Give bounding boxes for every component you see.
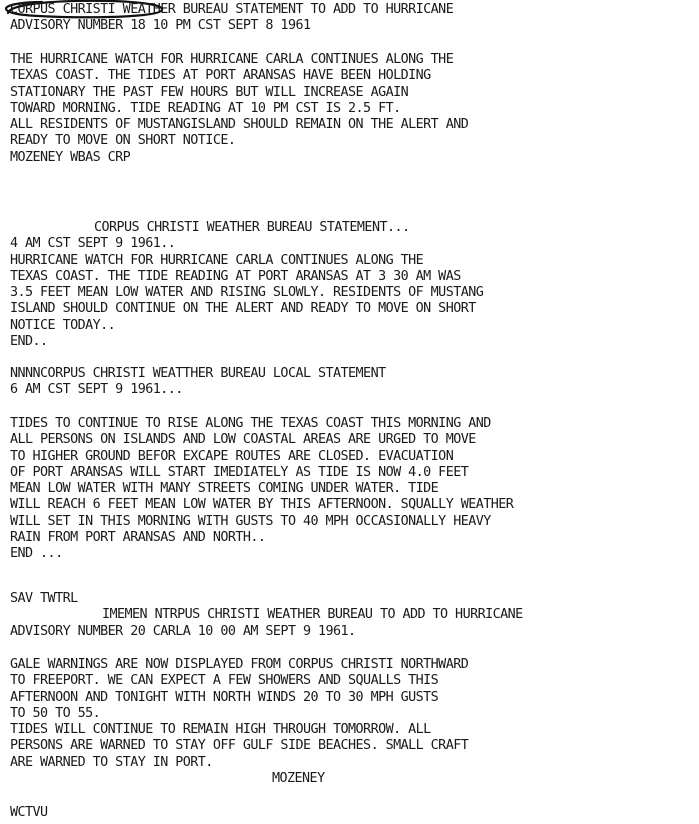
routing-code: WCTVU	[10, 805, 48, 820]
text-line: ADVISORY NUMBER 20 CARLA 10 00 AM SEPT 9 1961.	[10, 623, 356, 639]
text-line: IMEMEN NTRPUS CHRISTI WEATHER BUREAU TO ADD TO HURRICANE	[102, 607, 523, 623]
signature-line: MOZENEY WBAS CRP	[10, 149, 131, 165]
text-line: 6 AM CST SEPT 9 1961...	[10, 382, 183, 398]
text-line: 3.5 FEET MEAN LOW WATER AND RISING SLOWLY. RESIDENTS OF MUSTANG	[10, 285, 484, 301]
text-line: TEXAS COAST. THE TIDE READING AT PORT ARANSAS AT 3 30 AM WAS	[10, 268, 461, 284]
text-line: TOWARD MORNING. TIDE READING AT 10 PM CST IS 2.5 FT.	[10, 100, 401, 116]
bulletin-header-advisory-18	[10, 2, 453, 35]
text-line: TO 50 TO 55.	[10, 705, 101, 721]
text-line: NNNNCORPUS CHRISTI WEATTHER BUREAU LOCAL STATEMENT	[10, 366, 386, 381]
text-line: READY TO MOVE ON SHORT NOTICE.	[10, 133, 236, 149]
text-line: TIDES WILL CONTINUE TO REMAIN HIGH THROUGH TOMORROW. ALL	[10, 722, 431, 738]
text-line: END ...	[10, 546, 63, 562]
text-line: STATIONARY THE PAST FEW HOURS BUT WILL INCREASE AGAIN	[10, 84, 409, 100]
bulletin-advisory-20-body	[10, 657, 468, 787]
text-line: CORPUS CHRISTI WEATHER BUREAU STATEMENT TO ADD TO HURRICANE	[10, 2, 454, 17]
text-line: TO HIGHER GROUND BEFOR EXCAPE ROUTES ARE CLOSED. EVACUATION	[10, 448, 454, 464]
bulletin-trailer	[10, 805, 48, 821]
text-line: TIDES TO CONTINUE TO RISE ALONG THE TEXAS COAST THIS MORNING AND	[10, 416, 491, 431]
text-line: MEAN LOW WATER WITH MANY STREETS COMING UNDER WATER. TIDE	[10, 481, 439, 497]
routing-code: SAV TWTRL	[10, 591, 78, 606]
signature-line: MOZENEY	[272, 771, 325, 787]
text-line: 4 AM CST SEPT 9 1961..	[10, 236, 176, 252]
bulletin-advisory-20-header	[10, 591, 523, 640]
text-line: OF PORT ARANSAS WILL START IMEDIATELY AS TIDE IS NOW 4.0 FEET	[10, 464, 469, 480]
bulletin-4am-statement	[10, 220, 483, 350]
text-line: WILL SET IN THIS MORNING WITH GUSTS TO 40 MPH OCCASIONALLY HEAVY	[10, 513, 491, 529]
text-line: AFTERNOON AND TONIGHT WITH NORTH WINDS 20 TO 30 MPH GUSTS	[10, 689, 439, 705]
bulletin-6am-body	[10, 416, 513, 563]
text-line: ARE WARNED TO STAY IN PORT.	[10, 754, 213, 770]
text-line: ISLAND SHOULD CONTINUE ON THE ALERT AND READY TO MOVE ON SHORT	[10, 301, 476, 317]
text-line: NOTICE TODAY..	[10, 317, 116, 333]
text-line: END..	[10, 334, 48, 350]
text-line: HURRICANE WATCH FOR HURRICANE CARLA CONTINUES ALONG THE	[10, 252, 424, 268]
text-line: RAIN FROM PORT ARANSAS AND NORTH..	[10, 530, 266, 546]
bulletin-body-advisory-18	[10, 52, 468, 166]
bulletin-6am-header	[10, 366, 386, 399]
text-line: GALE WARNINGS ARE NOW DISPLAYED FROM CORPUS CHRISTI NORTHWARD	[10, 657, 469, 672]
text-line: THE HURRICANE WATCH FOR HURRICANE CARLA CONTINUES ALONG THE	[10, 52, 454, 67]
text-line: WILL REACH 6 FEET MEAN LOW WATER BY THIS AFTERNOON. SQUALLY WEATHER	[10, 497, 514, 513]
text-line: TO FREEPORT. WE CAN EXPECT A FEW SHOWERS AND SQUALLS THIS	[10, 673, 439, 689]
text-line: TEXAS COAST. THE TIDES AT PORT ARANSAS HAVE BEEN HOLDING	[10, 68, 431, 84]
text-line: ADVISORY NUMBER 18 10 PM CST SEPT 8 1961	[10, 18, 311, 34]
statement-title: CORPUS CHRISTI WEATHER BUREAU STATEMENT...	[94, 220, 410, 235]
text-line: ALL PERSONS ON ISLANDS AND LOW COASTAL AREAS ARE URGED TO MOVE	[10, 432, 476, 448]
text-line: ALL RESIDENTS OF MUSTANGISLAND SHOULD REMAIN ON THE ALERT AND	[10, 117, 469, 133]
text-line: PERSONS ARE WARNED TO STAY OFF GULF SIDE BEACHES. SMALL CRAFT	[10, 738, 469, 754]
